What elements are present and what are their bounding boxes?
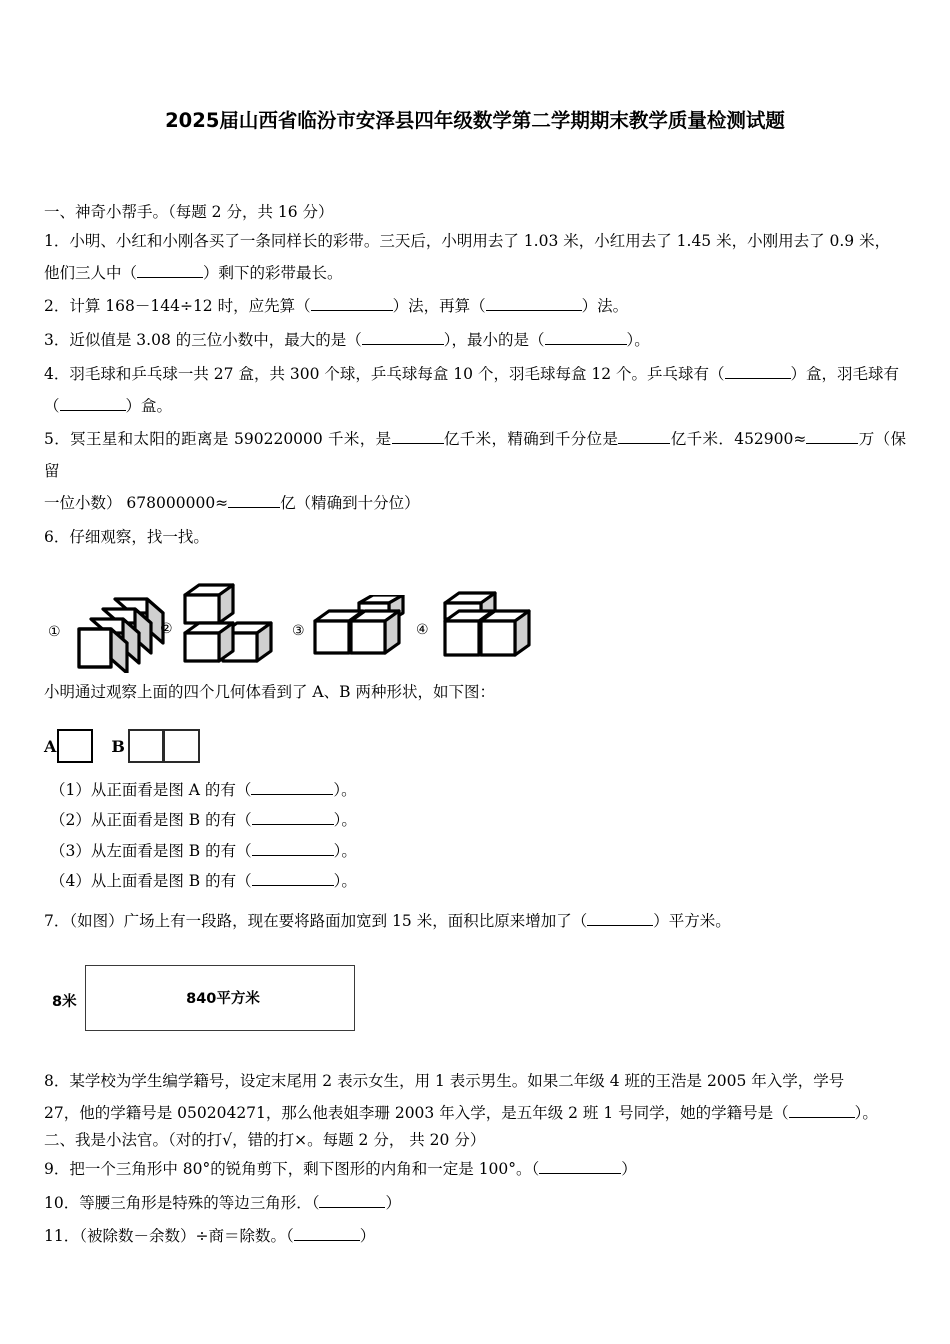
answer-blank-q9[interactable] bbox=[539, 1173, 621, 1174]
cube-figure-2 bbox=[160, 583, 283, 675]
page-title: 2025届山西省临汾市安泽县四年级数学第二学期期末教学质量检测试题 bbox=[165, 109, 785, 132]
question-8-line2 bbox=[44, 1098, 906, 1130]
figure-label-3: ③ bbox=[292, 623, 305, 640]
figure-label-2: ② bbox=[160, 621, 173, 638]
question-6-sub-4 bbox=[44, 866, 906, 896]
question-9-part-a: 9．把一个三角形中 80°的锐角剪下，剩下图形的内角和一定是 100°。（ bbox=[44, 1159, 540, 1178]
question-5-part-f: 亿（精确到十分位） bbox=[280, 493, 420, 512]
answer-blank-q6-4[interactable] bbox=[252, 885, 334, 886]
question-6-sub-1-suffix: ）。 bbox=[333, 781, 357, 800]
spacer-2 bbox=[44, 896, 906, 904]
section-heading-1: 一、神奇小帮手。（每题 2 分，共 16 分） bbox=[44, 203, 334, 222]
question-6-observe-text: 小明通过观察上面的四个几何体看到了 A、B 两种形状，如下图： bbox=[44, 683, 495, 702]
shape-b-box-left bbox=[128, 729, 164, 763]
question-7-part-a: 7．（如图）广场上有一段路，现在要将路面加宽到 15 米，面积比原来增加了（ bbox=[44, 912, 588, 931]
answer-blank-q3-2[interactable] bbox=[545, 344, 627, 345]
question-9 bbox=[44, 1154, 906, 1186]
cube-figure-1 bbox=[48, 591, 173, 673]
cube-figures-row bbox=[44, 565, 906, 677]
answer-blank-q4-1[interactable] bbox=[725, 378, 791, 379]
question-8-line2-suffix: ）。 bbox=[854, 1103, 878, 1122]
question-6-sub-3-prefix: （3）从左面看是图 B 的有（ bbox=[50, 841, 252, 860]
figure-label-4: ④ bbox=[416, 622, 429, 639]
answer-blank-q2-2[interactable] bbox=[486, 310, 582, 311]
question-5-part-d: 万（保留 bbox=[44, 430, 906, 481]
question-8-line1: 8．某学校为学生编学籍号，设定末尾用 2 表示女生，用 1 表示男生。如果二年级 4 班的王浩是 2005 年入学，学号 bbox=[44, 1071, 845, 1090]
question-11 bbox=[44, 1221, 906, 1253]
shape-a-label: A bbox=[44, 736, 57, 756]
question-4-line2 bbox=[44, 391, 906, 423]
answer-blank-q5-1[interactable] bbox=[392, 443, 444, 444]
question-2-part-b: ）法，再算（ bbox=[392, 297, 486, 316]
spacer-3 bbox=[44, 1046, 906, 1064]
question-6-sub-3 bbox=[44, 836, 906, 866]
question-5-part-c: 亿千米．452900≈ bbox=[670, 430, 807, 449]
spacer bbox=[44, 767, 906, 775]
answer-blank-q5-4[interactable] bbox=[228, 507, 280, 508]
shape-b-label: B bbox=[111, 736, 125, 756]
question-6-sub-1 bbox=[44, 775, 906, 805]
question-10-part-b: ） bbox=[385, 1193, 401, 1212]
question-4-part-b: ）盒，羽毛球有 bbox=[790, 364, 900, 383]
answer-blank-q6-2[interactable] bbox=[252, 824, 334, 825]
question-5-part-e: 一位小数） 678000000≈ bbox=[44, 493, 229, 512]
question-6-prompt: 6．仔细观察，找一找。 bbox=[44, 527, 209, 546]
cube-diagram-two-plus-one-left bbox=[431, 591, 541, 669]
rect-area-label: 840平方米 bbox=[186, 991, 260, 1008]
question-6-sub-3-suffix: ）。 bbox=[333, 841, 357, 860]
cube-figure-4 bbox=[416, 591, 541, 669]
question-3-part-b: ），最小的是（ bbox=[443, 331, 545, 350]
question-11-part-b: ） bbox=[359, 1227, 376, 1246]
question-4 bbox=[44, 359, 906, 391]
question-6-sub-4-suffix: ）。 bbox=[333, 871, 357, 890]
answer-blank-q2-1[interactable] bbox=[311, 310, 393, 311]
question-7-figure bbox=[44, 960, 906, 1046]
answer-blank-q3-1[interactable] bbox=[362, 344, 444, 345]
answer-blank-q8[interactable] bbox=[789, 1117, 855, 1118]
shape-ab-row bbox=[44, 725, 906, 767]
figure-label-1: ① bbox=[48, 624, 61, 641]
question-1 bbox=[44, 226, 906, 258]
answer-blank-q11[interactable] bbox=[294, 1240, 360, 1241]
rect-height-label: 8米 bbox=[52, 993, 77, 1010]
question-4-part-a: 4．羽毛球和乒乓球一共 27 盒，共 300 个球，乒乓球每盒 10 个，羽毛球每盒 12 个。乒乓球有（ bbox=[44, 364, 725, 383]
answer-blank-q7[interactable] bbox=[587, 925, 653, 926]
answer-blank-q6-3[interactable] bbox=[252, 855, 334, 856]
question-1-line1: 1．小明、小红和小刚各买了一条同样长的彩带。三天后，小明用去了 1.03 米，小红用去了 1.45 米，小刚用去了 0.9 米， bbox=[44, 231, 891, 250]
shape-a-box bbox=[57, 729, 93, 763]
answer-blank-q5-3[interactable] bbox=[806, 443, 858, 444]
question-6-sub-2-prefix: （2）从正面看是图 B 的有（ bbox=[50, 811, 252, 830]
question-1-line2-prefix: 他们三人中（ bbox=[44, 263, 138, 282]
question-10 bbox=[44, 1188, 906, 1220]
question-7 bbox=[44, 906, 906, 938]
cube-diagram-four-in-row bbox=[63, 591, 173, 673]
question-5-part-a: 5．冥王星和太阳的距离是 590220000 千米，是 bbox=[44, 430, 392, 449]
shape-b-boxes bbox=[128, 729, 200, 763]
section-heading-2: 二、我是小法官。（对的打√，错的打×。每题 2 分， 共 20 分） bbox=[44, 1131, 486, 1150]
question-7-part-b: ）平方米。 bbox=[653, 912, 731, 931]
cube-diagram-L-shape bbox=[175, 583, 283, 675]
cube-figure-3 bbox=[292, 595, 411, 667]
answer-blank-q6-1[interactable] bbox=[251, 794, 333, 795]
question-4-part-c: （ bbox=[44, 396, 60, 415]
question-10-part-a: 10．等腰三角形是特殊的等边三角形．（ bbox=[44, 1193, 320, 1212]
question-3 bbox=[44, 325, 906, 357]
question-6-sub-2 bbox=[44, 805, 906, 835]
answer-blank-q4-2[interactable] bbox=[60, 410, 126, 411]
question-8 bbox=[44, 1066, 906, 1098]
question-5-line2 bbox=[44, 488, 906, 520]
question-2 bbox=[44, 291, 906, 323]
shape-b-box-right bbox=[164, 729, 200, 763]
question-4-part-d: ）盒。 bbox=[125, 396, 173, 415]
question-2-part-a: 2．计算 168－144÷12 时，应先算（ bbox=[44, 297, 311, 316]
question-3-part-c: ）。 bbox=[626, 331, 650, 350]
cube-diagram-two-plus-one-right bbox=[307, 595, 411, 667]
question-5-part-b: 亿千米，精确到千分位是 bbox=[443, 430, 619, 449]
answer-blank-q5-2[interactable] bbox=[618, 443, 670, 444]
question-8-line2-prefix: 27，他的学籍号是 050204271，那么他表姐李珊 2003 年入学，是五年级 2 班 1 号同学，她的学籍号是（ bbox=[44, 1103, 789, 1122]
question-6-sub-1-prefix: （1）从正面看是图 A 的有（ bbox=[50, 781, 252, 800]
question-6-sub-4-prefix: （4）从上面看是图 B 的有（ bbox=[50, 871, 252, 890]
question-5 bbox=[44, 424, 906, 488]
question-2-part-c: ）法。 bbox=[581, 297, 629, 316]
question-9-part-b: ） bbox=[621, 1159, 637, 1178]
question-3-part-a: 3．近似值是 3.08 的三位小数中，最大的是（ bbox=[44, 331, 362, 350]
question-1-line2 bbox=[44, 258, 906, 290]
answer-blank-q10[interactable] bbox=[319, 1207, 385, 1208]
answer-blank-q1[interactable] bbox=[137, 277, 203, 278]
question-11-part-a: 11．（被除数－余数）÷商＝除数。（ bbox=[44, 1227, 294, 1246]
question-1-line2-suffix: ）剩下的彩带最长。 bbox=[203, 263, 343, 282]
question-6-sub-2-suffix: ）。 bbox=[333, 811, 357, 830]
